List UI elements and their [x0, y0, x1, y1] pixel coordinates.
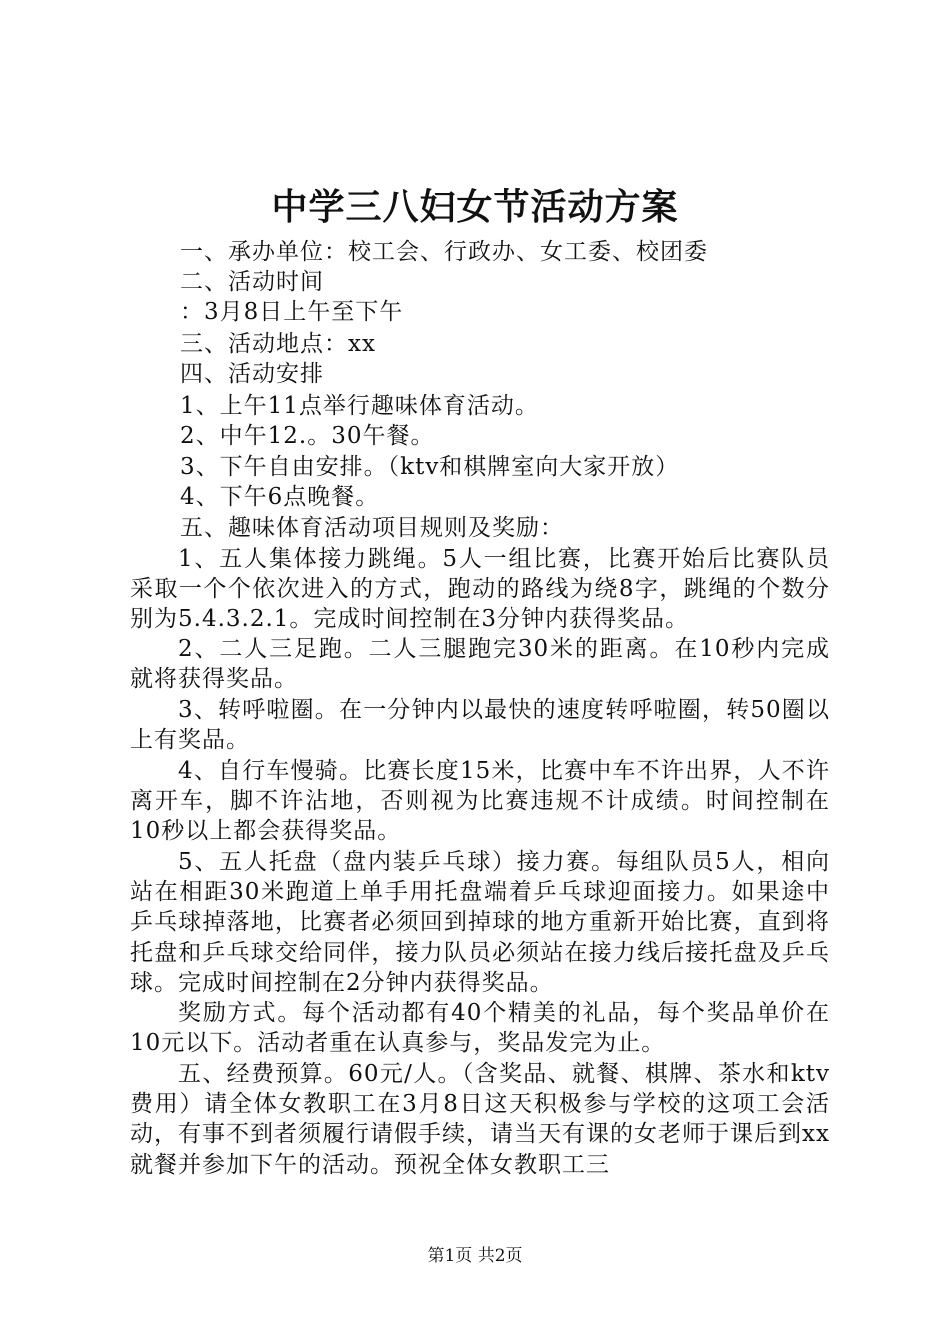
- document-title: 中学三八妇女节活动方案: [271, 186, 679, 228]
- schedule-item-3: 3、下午自由安排。（ktv和棋牌室向大家开放）: [180, 454, 680, 480]
- schedule-item-4: 4、下午6点晚餐。: [180, 484, 380, 510]
- reward-paragraph: 奖励方式。每个活动都有40个精美的礼品，每个奖品单价在10元以下。活动者重在认真参与，奖品发完为止。: [130, 1000, 830, 1057]
- page-number-footer: 第1页 共2页: [427, 1246, 523, 1266]
- section-time-heading: 二、活动时间: [180, 269, 324, 295]
- section-rules-heading: 五、趣味体育活动项目规则及奖励：: [180, 515, 564, 541]
- section-time-value: ：3月8日上午至下午: [180, 299, 404, 325]
- section-location: 三、活动地点：xx: [180, 331, 376, 357]
- budget-paragraph: 五、经费预算。60元/人。（含奖品、就餐、棋牌、茶水和ktv费用）请全体女教职工在3月8日这天积极参与学校的这项工会活动，有事不到者须履行请假手续，请当天有课的女老师于课后到xx就餐并参加下午的活动。预祝全体女教职工三: [130, 1061, 830, 1178]
- schedule-item-2: 2、中午12.。30午餐。: [180, 423, 435, 449]
- section-schedule-heading: 四、活动安排: [180, 361, 324, 387]
- section-organizer: 一、承办单位：校工会、行政办、女工委、校团委: [180, 239, 708, 265]
- rule-paragraph-5: 5、五人托盘（盘内装乒乓球）接力赛。每组队员5人，相向站在相距30米跑道上单手用托盘端着乒乓球迎面接力。如果途中乒乓球掉落地，比赛者必须回到掉球的地方重新开始比赛，直到将托盘和乒乓球交给同伴，接力队员必须站在接力线后接托盘及乒乓球。完成时间控制在2分钟内获得奖品。: [130, 849, 830, 996]
- rule-paragraph-1: 1、五人集体接力跳绳。5人一组比赛，比赛开始后比赛队员采取一个个依次进入的方式，跑动的路线为绕8字，跳绳的个数分别为5.4.3.2.1。完成时间控制在3分钟内获得奖品。: [130, 546, 830, 633]
- schedule-item-1: 1、上午11点举行趣味体育活动。: [180, 393, 539, 419]
- rule-paragraph-3: 3、转呼啦圈。在一分钟内以最快的速度转呼啦圈，转50圈以上有奖品。: [130, 697, 830, 754]
- rule-paragraph-4: 4、自行车慢骑。比赛长度15米，比赛中车不许出界，人不许离开车，脚不许沾地，否则视为比赛违规不计成绩。时间控制在10秒以上都会获得奖品。: [130, 758, 830, 845]
- rule-paragraph-2: 2、二人三足跑。二人三腿跑完30米的距离。在10秒内完成就将获得奖品。: [130, 636, 830, 693]
